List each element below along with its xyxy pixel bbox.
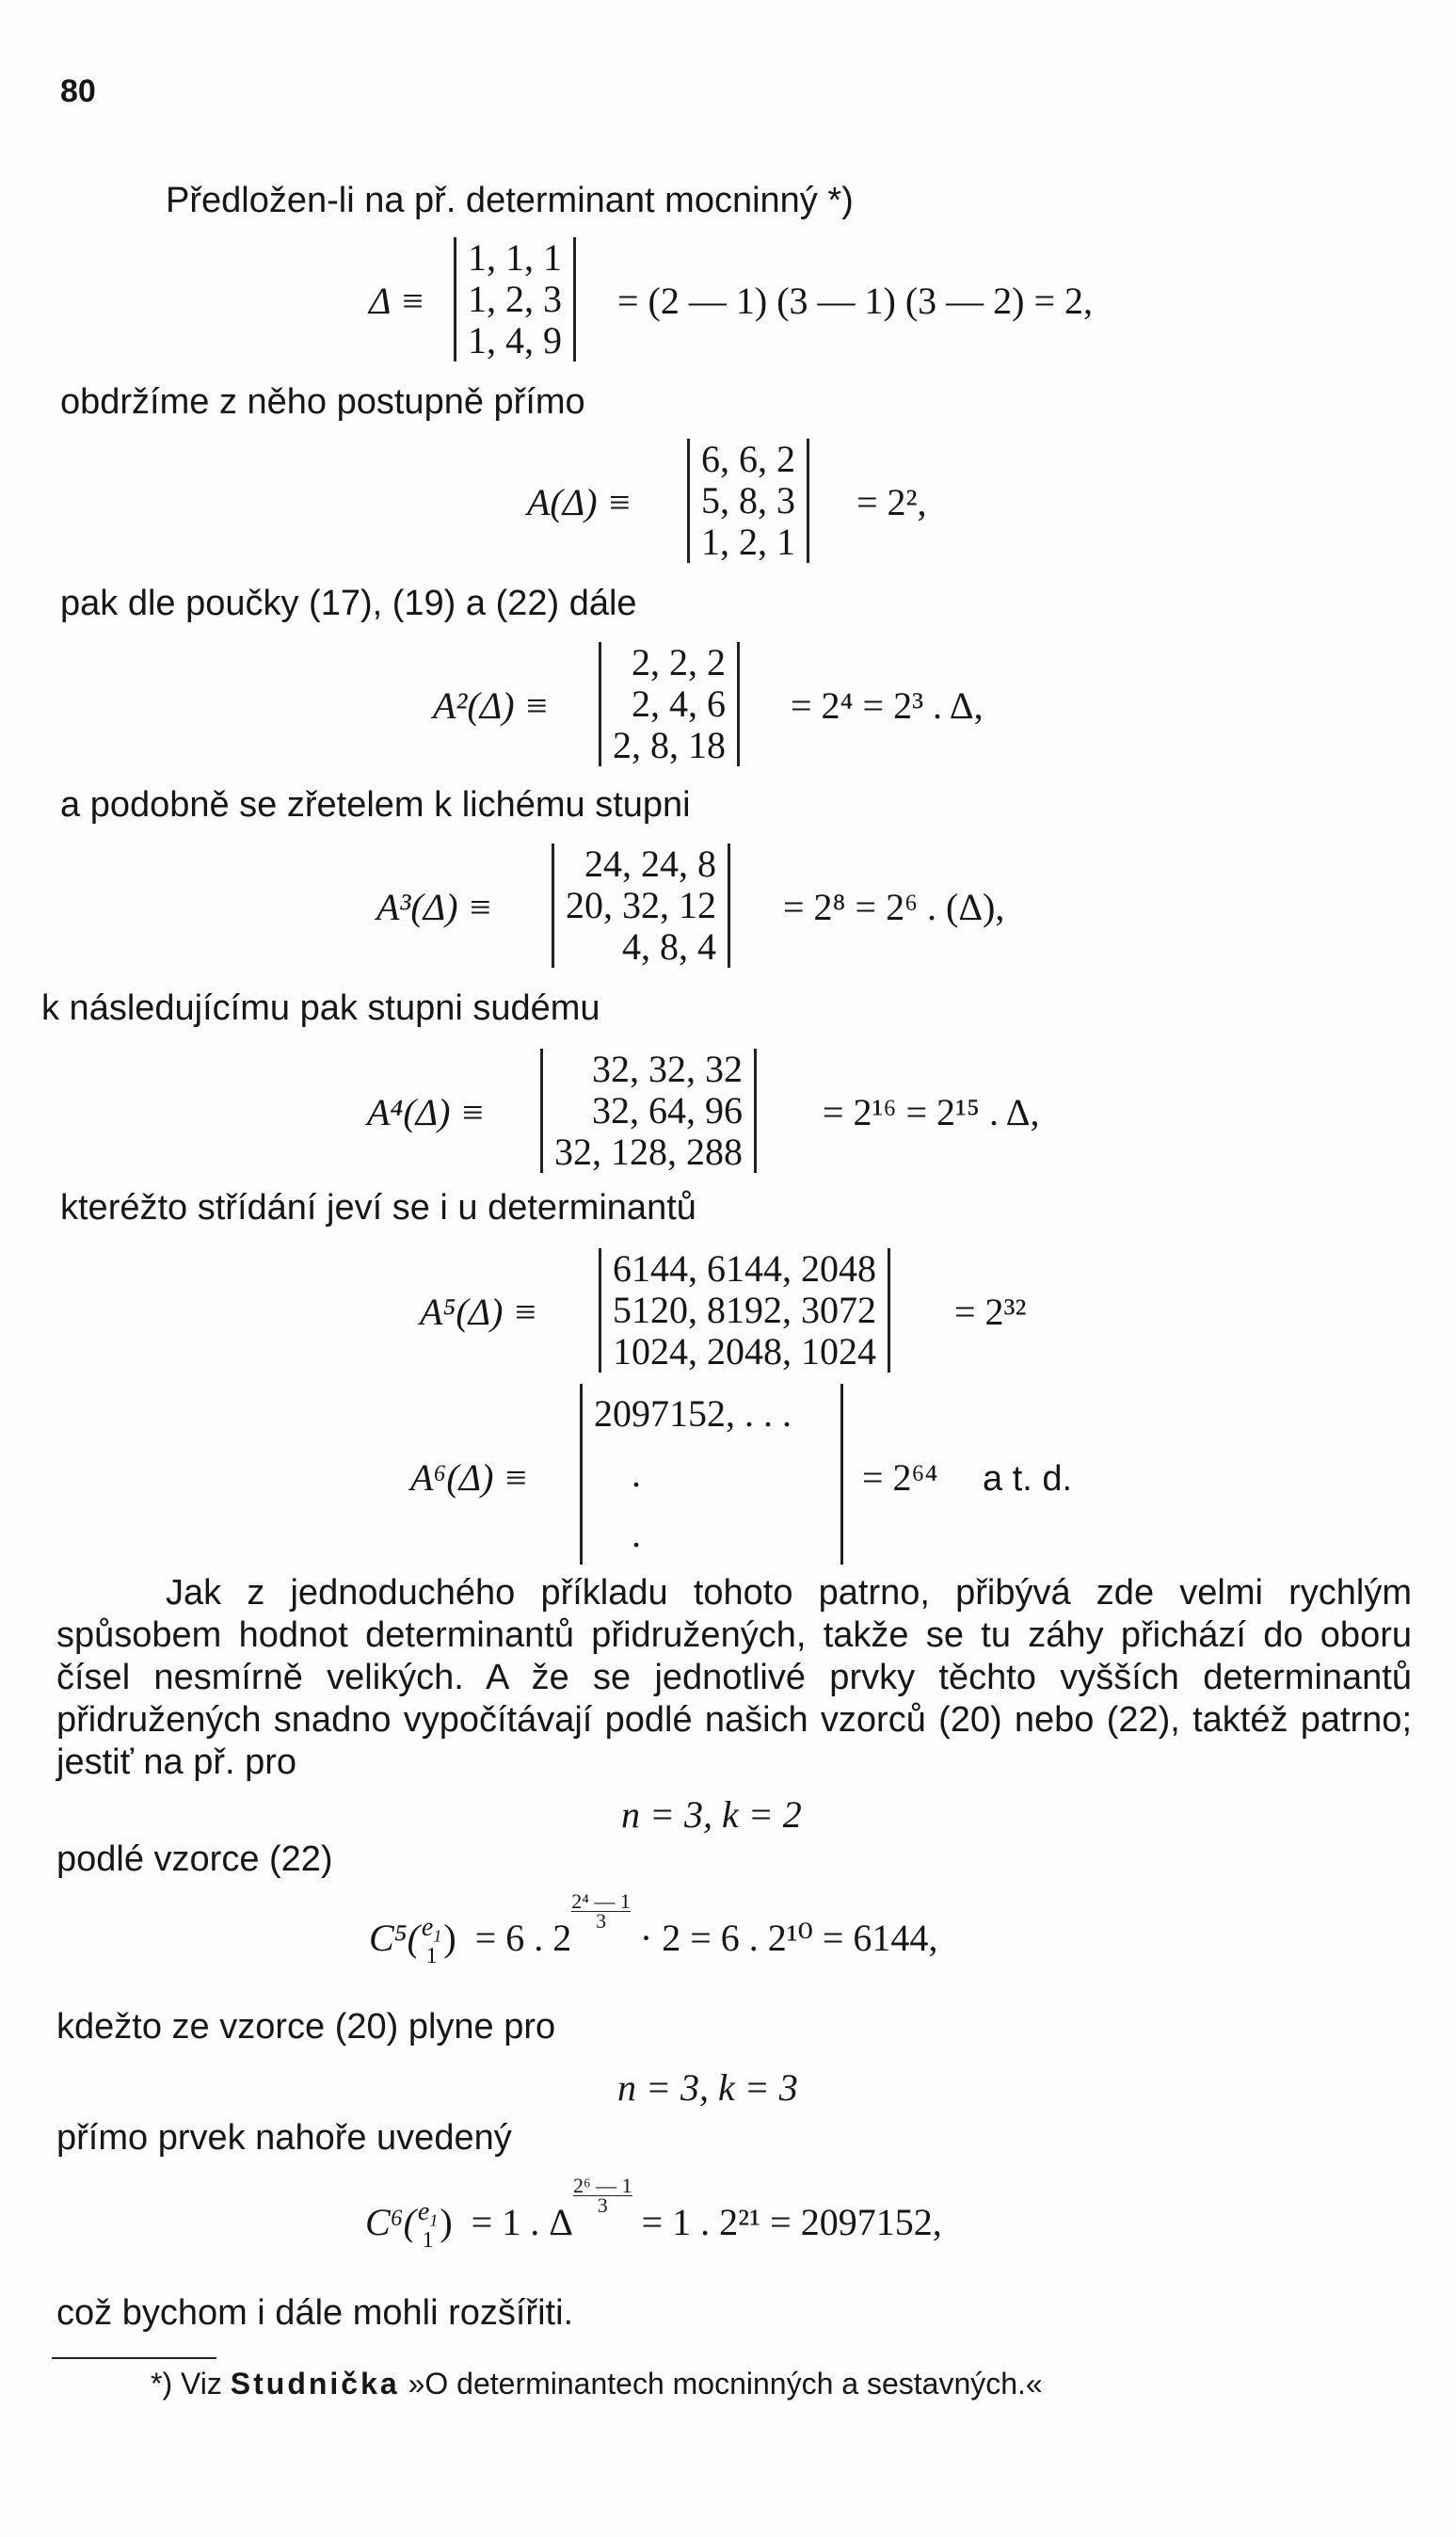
c5-exp-den: 3 [596, 1909, 607, 1933]
c6-e: $e_1$ [417, 2196, 439, 2230]
c6-lhs: C⁶( [365, 2201, 416, 2243]
c5-rhs-b: · 2 = 6 . 2¹⁰ = 6144, [639, 1917, 938, 1959]
matrix-row: 1, 2, 3 [468, 278, 562, 320]
footnote-author: Studnička [230, 2367, 400, 2401]
matrix-row: 5, 8, 3 [701, 479, 795, 522]
condition-2: n = 3, k = 3 [617, 2066, 798, 2109]
matrix-row: 1024, 2048, 1024 [613, 1330, 876, 1373]
a4-label: A⁴(Δ) ≡ [367, 1091, 486, 1133]
c5-rhs-a: = 6 . 2 [474, 1917, 572, 1959]
matrix-row: 20, 32, 12 [566, 884, 716, 926]
footnote-rule [52, 2357, 216, 2359]
c5-lhs: C⁵( [369, 1917, 420, 1959]
text-line: obdržíme z něho postupně přímo [60, 382, 585, 422]
matrix-row: 1, 2, 1 [701, 521, 795, 563]
text-line: a podobně se zřetelem k lichému stupni [60, 785, 691, 825]
a2-label: A²(Δ) ≡ [433, 684, 550, 727]
matrix-row: 4, 8, 4 [622, 925, 716, 968]
c5-low: 1 [425, 1944, 438, 1969]
text-line: kteréžto střídání jeví se i u determinantů [60, 1188, 696, 1228]
c6-rhs-b: = 1 . 2²¹ = 2097152, [641, 2201, 942, 2243]
matrix-row: 24, 24, 8 [584, 843, 716, 885]
a5-matrix [599, 1248, 890, 1373]
text-line: kdežto ze vzorce (20) plyne pro [56, 2007, 556, 2047]
matrix-row: 2097152, . . . [594, 1392, 792, 1435]
c5-e: $e_1$ [421, 1912, 442, 1946]
matrix-row: 32, 32, 32 [592, 1048, 743, 1090]
matrix-row: 1, 1, 1 [468, 236, 562, 279]
matrix-row: 32, 64, 96 [592, 1089, 743, 1132]
footnote-title: »O determinantech mocninných a sestavných.« [408, 2367, 1043, 2401]
a6-label: A⁶(Δ) ≡ [410, 1456, 529, 1499]
text-line: což bychom i dále mohli rozšířiti. [56, 2293, 574, 2333]
matrix-row: 2, 4, 6 [632, 682, 726, 725]
footnote-mark: *) [151, 2367, 173, 2401]
footnote [151, 2367, 1043, 2401]
c5-exp-num: 2⁴ — 1 [571, 1889, 631, 1913]
a2-matrix [599, 642, 740, 766]
matrix-row: 6144, 6144, 2048 [613, 1247, 876, 1290]
page-number: 80 [60, 73, 96, 109]
matrix-row: 1, 4, 9 [468, 319, 562, 361]
matrix-row: 6, 6, 2 [701, 438, 795, 480]
c6-exp-num: 2⁶ — 1 [572, 2174, 632, 2197]
a6-rhs: = 2⁶⁴ [862, 1456, 938, 1499]
delta-rhs: = (2 — 1) (3 — 1) (3 — 2) = 2, [617, 280, 1094, 322]
c6-formula: C⁶( $e_1$ 1 ) = 1 . Δ $\frac{\text{2⁶ — 1}}{3}$ = 1 . 2²¹ = 2097152, [365, 2174, 942, 2254]
delta-matrix [454, 237, 576, 361]
c6-low: 1 [422, 2228, 434, 2254]
a5-rhs: = 2³² [954, 1291, 1027, 1333]
c5-formula: C⁵( $e_1$ 1 ) = 6 . 2 $\frac{\text{2⁴ — 1}}{3}$ · 2 = 6 . 2¹⁰ = 6144, [369, 1889, 938, 1969]
a6-matrix [580, 1384, 843, 1565]
a2-rhs: = 2⁴ = 2³ . Δ, [791, 684, 984, 727]
footnote-viz: Viz [181, 2367, 222, 2401]
matrix-row: . [632, 1453, 641, 1495]
a3-rhs: = 2⁸ = 2⁶ . (Δ), [783, 886, 1005, 928]
matrix-row: 32, 128, 288 [554, 1131, 743, 1173]
body-paragraph: Jak z jednoduchého příkladu tohoto patrno, přibývá zde velmi rychlým spůsobem hodnot determinantů přidružených, takže se tu záhy přichází do oboru čísel nesmírně velikých. A že se jednotlivé prvky těchto vyšších determinantů přidružených snadno vypočítávají podlé našich vzorců (20) nebo (22), taktéž patrno; jestiť na př. pro [56, 1573, 1412, 1782]
text-line: podlé vzorce (22) [56, 1839, 333, 1879]
a1-label: A(Δ) ≡ [527, 481, 632, 523]
a1-matrix [687, 439, 809, 563]
c6-exp-den: 3 [597, 2193, 608, 2217]
c6-rhs-a: = 1 . Δ [471, 2201, 573, 2243]
text-line: přímo prvek nahoře uvedený [56, 2118, 512, 2158]
a3-matrix [552, 843, 730, 968]
intro-line: Předložen-li na př. determinant mocninný *) [166, 181, 854, 220]
matrix-row: 2, 8, 18 [613, 724, 726, 766]
text-line: pak dle poučky (17), (19) a (22) dále [60, 584, 637, 623]
a3-label: A³(Δ) ≡ [376, 886, 493, 928]
matrix-row: 5120, 8192, 3072 [613, 1289, 876, 1331]
matrix-row: . [632, 1513, 641, 1555]
condition-1: n = 3, k = 2 [621, 1793, 802, 1836]
a1-rhs: = 2², [856, 481, 927, 523]
matrix-row: 2, 2, 2 [632, 641, 726, 683]
delta-label: Δ ≡ [369, 280, 425, 322]
a6-tail: a t. d. [983, 1459, 1073, 1499]
a5-label: A⁵(Δ) ≡ [420, 1291, 538, 1333]
a4-matrix [540, 1049, 757, 1173]
a4-rhs: = 2¹⁶ = 2¹⁵ . Δ, [823, 1091, 1040, 1133]
text-line: k následujícímu pak stupni sudému [41, 988, 600, 1028]
